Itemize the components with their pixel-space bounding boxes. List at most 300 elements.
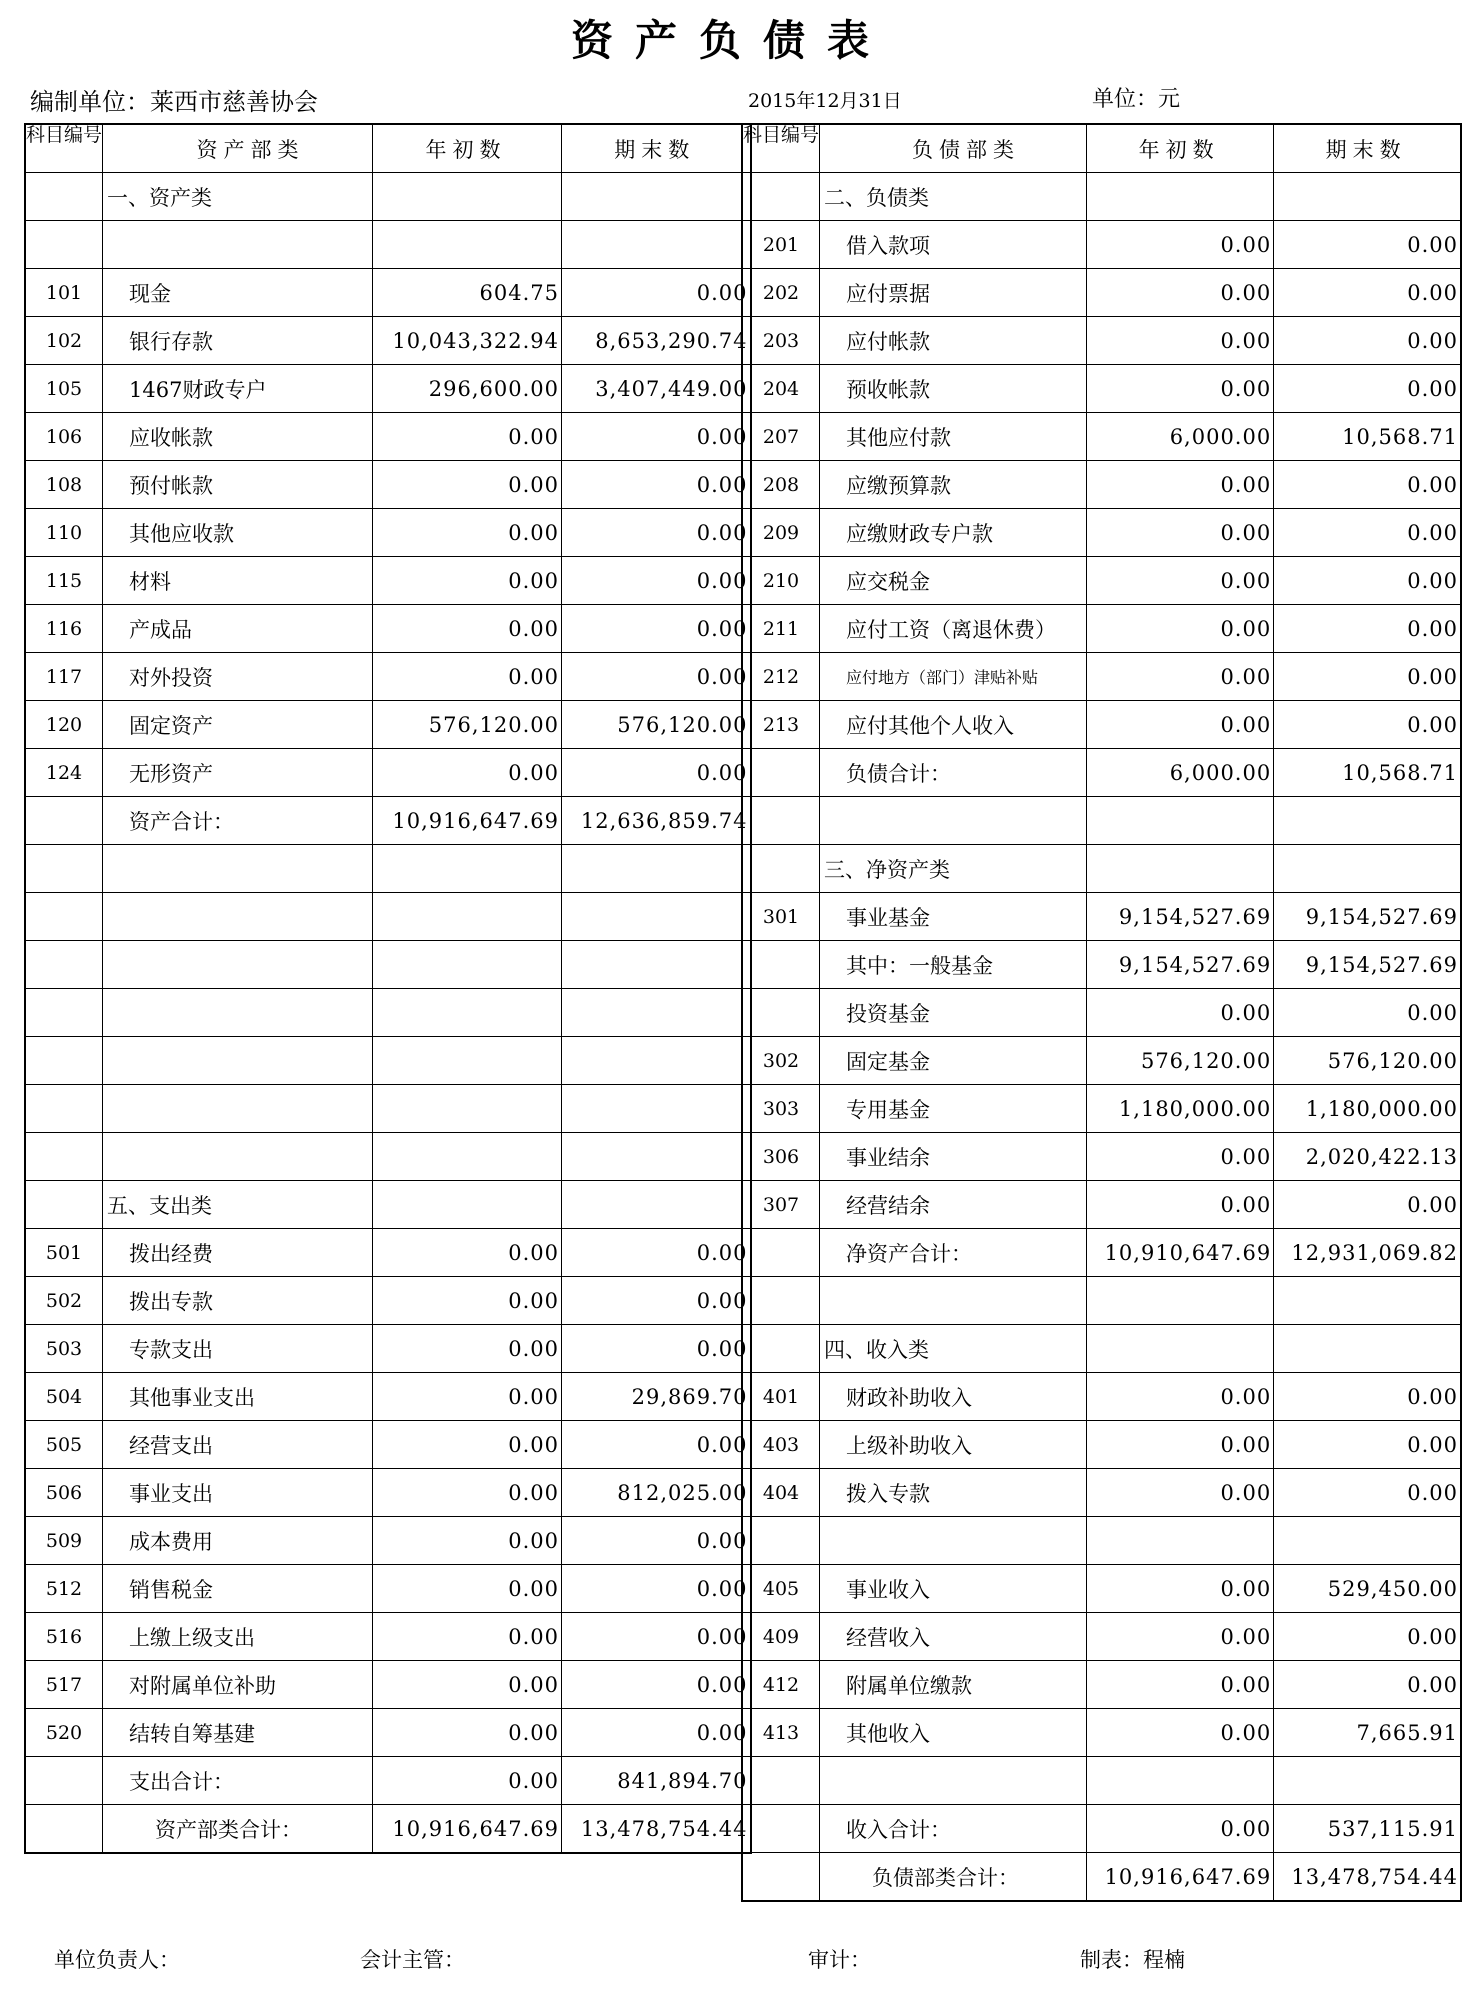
account-name: 预收帐款 <box>820 365 1087 413</box>
account-code <box>25 173 103 221</box>
opening-value: 0.00 <box>373 1565 562 1613</box>
closing-value <box>1274 173 1461 221</box>
table-row <box>742 317 1461 365</box>
account-code: 302 <box>742 1037 820 1085</box>
opening-value: 0.00 <box>373 557 562 605</box>
table-row <box>25 173 751 221</box>
account-name: 事业收入 <box>820 1565 1087 1613</box>
table-row <box>25 1421 751 1469</box>
opening-value: 0.00 <box>373 605 562 653</box>
table-row <box>742 1517 1461 1565</box>
account-code <box>25 1133 103 1181</box>
account-code: 101 <box>25 269 103 317</box>
account-code <box>742 941 820 989</box>
opening-value <box>373 1037 562 1085</box>
table-row <box>742 1805 1461 1853</box>
table-row <box>742 701 1461 749</box>
opening-value: 10,043,322.94 <box>373 317 562 365</box>
opening-value: 0.00 <box>373 509 562 557</box>
closing-value: 529,450.00 <box>1274 1565 1461 1613</box>
closing-value: 0.00 <box>562 1421 751 1469</box>
column-header-name: 负债部类 <box>820 124 1087 173</box>
table-row <box>742 365 1461 413</box>
table-row <box>742 1709 1461 1757</box>
account-name <box>103 1085 373 1133</box>
assets-table <box>24 123 752 1854</box>
account-name: 经营结余 <box>820 1181 1087 1229</box>
account-code: 403 <box>742 1421 820 1469</box>
account-code: 202 <box>742 269 820 317</box>
account-name: 应交税金 <box>820 557 1087 605</box>
account-code <box>25 893 103 941</box>
closing-value <box>562 221 751 269</box>
opening-value <box>1086 797 1273 845</box>
account-code <box>25 941 103 989</box>
account-code <box>742 1805 820 1853</box>
closing-value: 29,869.70 <box>562 1373 751 1421</box>
opening-value <box>373 845 562 893</box>
account-name: 净资产合计： <box>820 1229 1087 1277</box>
closing-value: 0.00 <box>562 1229 751 1277</box>
closing-value: 8,653,290.74 <box>562 317 751 365</box>
report-date: 2015年12月31日 <box>748 90 902 112</box>
table-row <box>742 1037 1461 1085</box>
closing-value: 0.00 <box>562 605 751 653</box>
account-name: 银行存款 <box>103 317 373 365</box>
closing-value: 0.00 <box>562 1565 751 1613</box>
account-name: 支出合计： <box>103 1757 373 1805</box>
opening-value: 0.00 <box>1086 317 1273 365</box>
table-row <box>25 1229 751 1277</box>
closing-value: 0.00 <box>562 1613 751 1661</box>
table-row <box>25 1085 751 1133</box>
account-code: 505 <box>25 1421 103 1469</box>
table-row <box>25 1565 751 1613</box>
opening-value: 0.00 <box>1086 1661 1273 1709</box>
account-code: 209 <box>742 509 820 557</box>
opening-value: 0.00 <box>373 1325 562 1373</box>
opening-value <box>373 1085 562 1133</box>
account-name: 产成品 <box>103 605 373 653</box>
closing-value: 1,180,000.00 <box>1274 1085 1461 1133</box>
opening-value: 10,916,647.69 <box>1086 1853 1273 1902</box>
account-name: 负债合计： <box>820 749 1087 797</box>
account-name: 其他事业支出 <box>103 1373 373 1421</box>
table-row <box>742 653 1461 701</box>
column-header-start: 年初数 <box>373 124 562 173</box>
table-row <box>742 1661 1461 1709</box>
account-name: 五、支出类 <box>103 1181 373 1229</box>
account-name <box>820 797 1087 845</box>
closing-value: 0.00 <box>1274 1421 1461 1469</box>
account-code <box>742 1325 820 1373</box>
opening-value: 576,120.00 <box>1086 1037 1273 1085</box>
table-row <box>742 1181 1461 1229</box>
account-name: 四、收入类 <box>820 1325 1087 1373</box>
account-name: 其他收入 <box>820 1709 1087 1757</box>
table-row <box>25 893 751 941</box>
opening-value: 0.00 <box>373 1469 562 1517</box>
table-row <box>742 269 1461 317</box>
table-row <box>25 557 751 605</box>
closing-value <box>562 1181 751 1229</box>
opening-value: 0.00 <box>373 1517 562 1565</box>
table-row <box>25 797 751 845</box>
account-code: 106 <box>25 413 103 461</box>
account-name: 上级补助收入 <box>820 1421 1087 1469</box>
opening-value: 0.00 <box>1086 1565 1273 1613</box>
unit-name: 编制单位：莱西市慈善协会 <box>30 88 318 116</box>
account-code: 212 <box>742 653 820 701</box>
table-row <box>25 413 751 461</box>
opening-value: 0.00 <box>373 1613 562 1661</box>
account-code <box>25 989 103 1037</box>
account-name <box>820 1757 1087 1805</box>
closing-value: 12,931,069.82 <box>1274 1229 1461 1277</box>
account-name: 其他应付款 <box>820 413 1087 461</box>
account-code: 504 <box>25 1373 103 1421</box>
account-code: 203 <box>742 317 820 365</box>
opening-value <box>373 941 562 989</box>
account-code: 413 <box>742 1709 820 1757</box>
column-header-end: 期末数 <box>562 124 751 173</box>
account-code <box>742 749 820 797</box>
table-row <box>742 1421 1461 1469</box>
opening-value <box>1086 173 1273 221</box>
opening-value: 0.00 <box>1086 461 1273 509</box>
account-name <box>103 1037 373 1085</box>
table-row <box>742 1469 1461 1517</box>
account-name <box>820 1277 1087 1325</box>
account-code <box>742 1757 820 1805</box>
account-name <box>103 221 373 269</box>
account-name: 固定资产 <box>103 701 373 749</box>
account-name <box>103 989 373 1037</box>
account-name: 预付帐款 <box>103 461 373 509</box>
account-name: 销售税金 <box>103 1565 373 1613</box>
closing-value: 0.00 <box>1274 1613 1461 1661</box>
closing-value: 0.00 <box>562 557 751 605</box>
account-code: 108 <box>25 461 103 509</box>
closing-value: 9,154,527.69 <box>1274 941 1461 989</box>
footer-prepared-by: 制表：程楠 <box>1080 1948 1185 1972</box>
account-name: 投资基金 <box>820 989 1087 1037</box>
opening-value <box>1086 1325 1273 1373</box>
opening-value: 0.00 <box>373 413 562 461</box>
closing-value <box>562 1037 751 1085</box>
account-name: 事业支出 <box>103 1469 373 1517</box>
account-name: 事业结余 <box>820 1133 1087 1181</box>
opening-value: 0.00 <box>1086 221 1273 269</box>
account-name: 其他应收款 <box>103 509 373 557</box>
column-header-code: 科目编号 <box>25 124 103 173</box>
header-row <box>742 124 1461 173</box>
table-row <box>742 605 1461 653</box>
closing-value: 0.00 <box>1274 269 1461 317</box>
account-code: 412 <box>742 1661 820 1709</box>
account-name: 拨出经费 <box>103 1229 373 1277</box>
account-code <box>25 1181 103 1229</box>
account-name: 应缴预算款 <box>820 461 1087 509</box>
assets-table-body <box>25 124 751 1853</box>
closing-value: 0.00 <box>562 461 751 509</box>
closing-value: 0.00 <box>562 653 751 701</box>
account-name: 资产部类合计： <box>103 1805 373 1854</box>
closing-value: 0.00 <box>562 1277 751 1325</box>
table-row <box>25 1325 751 1373</box>
account-code: 301 <box>742 893 820 941</box>
table-row <box>25 1277 751 1325</box>
account-name: 二、负债类 <box>820 173 1087 221</box>
account-code <box>742 797 820 845</box>
account-code: 404 <box>742 1469 820 1517</box>
account-code: 115 <box>25 557 103 605</box>
closing-value <box>1274 1517 1461 1565</box>
table-row <box>25 941 751 989</box>
closing-value: 0.00 <box>1274 1661 1461 1709</box>
account-code: 307 <box>742 1181 820 1229</box>
account-code <box>25 845 103 893</box>
closing-value <box>1274 1325 1461 1373</box>
account-code: 502 <box>25 1277 103 1325</box>
account-name: 现金 <box>103 269 373 317</box>
opening-value: 604.75 <box>373 269 562 317</box>
closing-value: 0.00 <box>562 749 751 797</box>
account-code: 201 <box>742 221 820 269</box>
currency-unit: 单位：元 <box>1092 87 1181 112</box>
account-code: 116 <box>25 605 103 653</box>
account-name: 资产合计： <box>103 797 373 845</box>
account-name: 材料 <box>103 557 373 605</box>
table-row <box>742 1133 1461 1181</box>
opening-value: 0.00 <box>1086 1469 1273 1517</box>
closing-value: 0.00 <box>562 1661 751 1709</box>
account-code: 211 <box>742 605 820 653</box>
account-name: 财政补助收入 <box>820 1373 1087 1421</box>
table-row <box>25 653 751 701</box>
closing-value: 13,478,754.44 <box>1274 1853 1461 1902</box>
table-row <box>25 269 751 317</box>
table-row <box>742 797 1461 845</box>
account-code: 405 <box>742 1565 820 1613</box>
closing-value: 0.00 <box>562 413 751 461</box>
closing-value: 0.00 <box>562 269 751 317</box>
opening-value: 0.00 <box>373 1757 562 1805</box>
closing-value: 2,020,422.13 <box>1274 1133 1461 1181</box>
closing-value: 576,120.00 <box>1274 1037 1461 1085</box>
opening-value <box>373 173 562 221</box>
table-row <box>25 749 751 797</box>
opening-value: 0.00 <box>1086 989 1273 1037</box>
closing-value <box>562 1133 751 1181</box>
closing-value: 0.00 <box>1274 989 1461 1037</box>
account-code: 516 <box>25 1613 103 1661</box>
opening-value <box>373 989 562 1037</box>
closing-value <box>562 893 751 941</box>
account-name <box>103 941 373 989</box>
opening-value <box>1086 1517 1273 1565</box>
header-row <box>25 124 751 173</box>
account-name: 应收帐款 <box>103 413 373 461</box>
table-row <box>742 173 1461 221</box>
account-name: 附属单位缴款 <box>820 1661 1087 1709</box>
account-name: 无形资产 <box>103 749 373 797</box>
account-code: 520 <box>25 1709 103 1757</box>
account-name: 经营收入 <box>820 1613 1087 1661</box>
table-row <box>25 1469 751 1517</box>
closing-value: 812,025.00 <box>562 1469 751 1517</box>
closing-value: 841,894.70 <box>562 1757 751 1805</box>
table-row <box>25 845 751 893</box>
account-name: 应付工资（离退休费） <box>820 605 1087 653</box>
table-row <box>742 989 1461 1037</box>
table-row <box>25 1037 751 1085</box>
account-code: 208 <box>742 461 820 509</box>
opening-value <box>373 221 562 269</box>
table-row <box>742 221 1461 269</box>
account-code: 207 <box>742 413 820 461</box>
table-row <box>25 317 751 365</box>
closing-value: 576,120.00 <box>562 701 751 749</box>
account-code: 204 <box>742 365 820 413</box>
opening-value: 0.00 <box>1086 1421 1273 1469</box>
opening-value: 0.00 <box>1086 1133 1273 1181</box>
table-row <box>742 557 1461 605</box>
closing-value: 10,568.71 <box>1274 749 1461 797</box>
closing-value <box>562 173 751 221</box>
account-name: 负债部类合计： <box>820 1853 1087 1902</box>
account-name: 固定基金 <box>820 1037 1087 1085</box>
account-code: 210 <box>742 557 820 605</box>
account-code: 110 <box>25 509 103 557</box>
closing-value: 0.00 <box>1274 365 1461 413</box>
opening-value <box>373 1133 562 1181</box>
opening-value: 576,120.00 <box>373 701 562 749</box>
account-name: 一、资产类 <box>103 173 373 221</box>
closing-value: 0.00 <box>562 1325 751 1373</box>
opening-value: 0.00 <box>1086 701 1273 749</box>
account-name: 应付其他个人收入 <box>820 701 1087 749</box>
table-row <box>742 1565 1461 1613</box>
table-row <box>25 1709 751 1757</box>
opening-value: 0.00 <box>1086 365 1273 413</box>
column-header-name: 资产部类 <box>103 124 373 173</box>
account-name: 结转自筹基建 <box>103 1709 373 1757</box>
account-code: 517 <box>25 1661 103 1709</box>
account-code: 102 <box>25 317 103 365</box>
closing-value: 3,407,449.00 <box>562 365 751 413</box>
closing-value: 13,478,754.44 <box>562 1805 751 1854</box>
account-name: 三、净资产类 <box>820 845 1087 893</box>
account-name: 应付地方（部门）津贴补贴 <box>820 653 1087 701</box>
closing-value <box>562 989 751 1037</box>
account-code: 120 <box>25 701 103 749</box>
account-name: 拨入专款 <box>820 1469 1087 1517</box>
table-row <box>25 701 751 749</box>
closing-value: 0.00 <box>1274 461 1461 509</box>
account-code <box>25 1757 103 1805</box>
account-name: 上缴上级支出 <box>103 1613 373 1661</box>
opening-value: 0.00 <box>1086 605 1273 653</box>
account-code: 117 <box>25 653 103 701</box>
account-code: 501 <box>25 1229 103 1277</box>
closing-value: 0.00 <box>1274 701 1461 749</box>
account-name: 专用基金 <box>820 1085 1087 1133</box>
opening-value: 0.00 <box>1086 1709 1273 1757</box>
closing-value: 0.00 <box>1274 653 1461 701</box>
opening-value: 0.00 <box>1086 1805 1273 1853</box>
opening-value: 0.00 <box>1086 1181 1273 1229</box>
closing-value: 0.00 <box>562 1517 751 1565</box>
account-code <box>742 1229 820 1277</box>
closing-value: 12,636,859.74 <box>562 797 751 845</box>
opening-value <box>373 893 562 941</box>
table-row <box>742 845 1461 893</box>
account-code <box>25 221 103 269</box>
closing-value <box>1274 1757 1461 1805</box>
opening-value <box>1086 1277 1273 1325</box>
account-code: 124 <box>25 749 103 797</box>
closing-value: 0.00 <box>1274 1373 1461 1421</box>
opening-value: 6,000.00 <box>1086 413 1273 461</box>
account-name <box>103 893 373 941</box>
account-name: 1467财政专户 <box>103 365 373 413</box>
account-code: 105 <box>25 365 103 413</box>
closing-value <box>1274 845 1461 893</box>
account-code <box>25 797 103 845</box>
table-row <box>25 1661 751 1709</box>
account-code <box>742 1277 820 1325</box>
table-row <box>25 221 751 269</box>
opening-value: 0.00 <box>373 1709 562 1757</box>
account-code: 306 <box>742 1133 820 1181</box>
opening-value: 296,600.00 <box>373 365 562 413</box>
table-row <box>742 893 1461 941</box>
table-row <box>25 365 751 413</box>
account-name: 拨出专款 <box>103 1277 373 1325</box>
table-row <box>742 1853 1461 1902</box>
closing-value: 10,568.71 <box>1274 413 1461 461</box>
liabilities-table <box>741 123 1462 1902</box>
opening-value: 0.00 <box>1086 509 1273 557</box>
opening-value: 0.00 <box>373 1277 562 1325</box>
table-row <box>742 509 1461 557</box>
closing-value <box>1274 1277 1461 1325</box>
account-code <box>25 1085 103 1133</box>
opening-value: 10,916,647.69 <box>373 797 562 845</box>
account-code: 512 <box>25 1565 103 1613</box>
closing-value: 0.00 <box>1274 1469 1461 1517</box>
table-row <box>742 1613 1461 1661</box>
account-code <box>742 173 820 221</box>
table-row <box>742 941 1461 989</box>
table-row <box>25 605 751 653</box>
account-name: 成本费用 <box>103 1517 373 1565</box>
closing-value: 7,665.91 <box>1274 1709 1461 1757</box>
account-name <box>820 1517 1087 1565</box>
opening-value <box>373 1181 562 1229</box>
closing-value: 9,154,527.69 <box>1274 893 1461 941</box>
table-row <box>742 1085 1461 1133</box>
footer-audit: 审计： <box>808 1948 871 1972</box>
opening-value <box>1086 845 1273 893</box>
account-code <box>742 1853 820 1902</box>
account-code: 213 <box>742 701 820 749</box>
opening-value: 0.00 <box>1086 557 1273 605</box>
footer-chief-accountant: 会计主管： <box>360 1948 465 1972</box>
table-row <box>25 989 751 1037</box>
table-row <box>25 1757 751 1805</box>
